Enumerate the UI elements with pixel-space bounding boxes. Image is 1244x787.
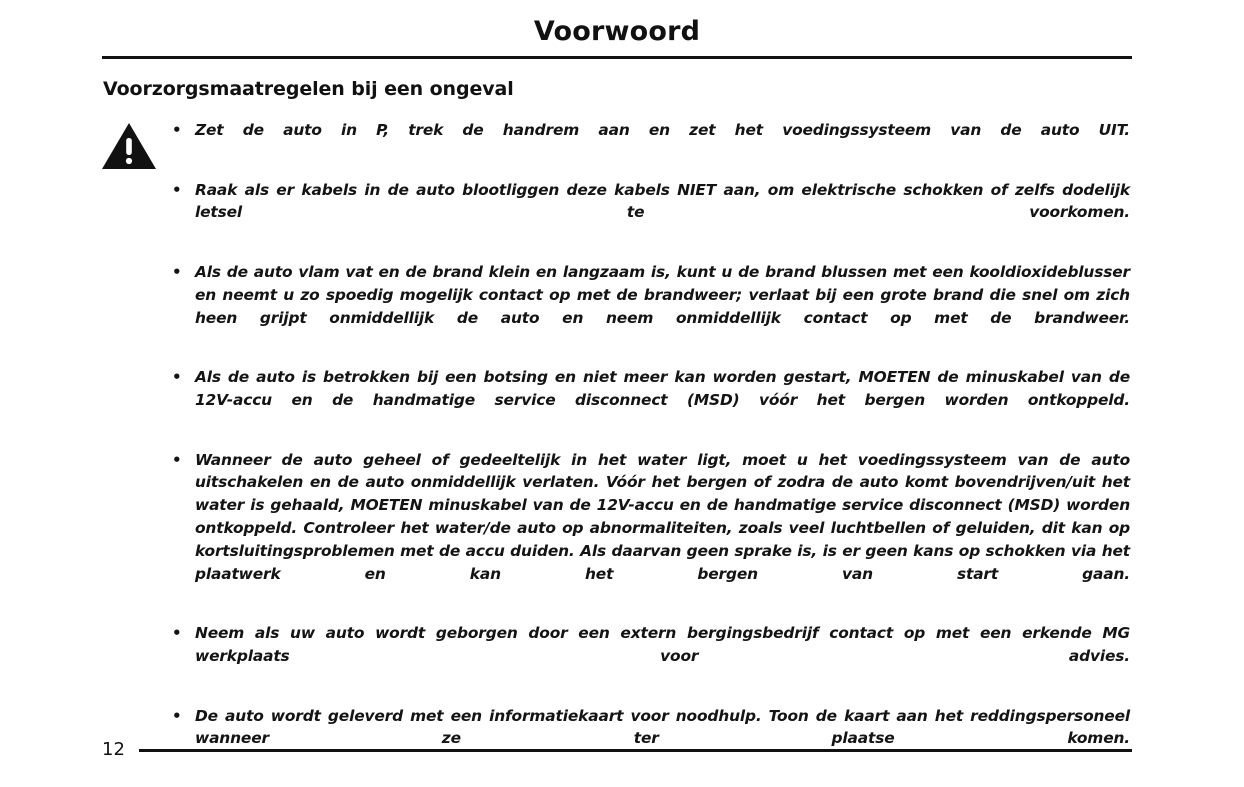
warning-triangle-icon [101, 121, 157, 171]
bullet-marker: • [172, 624, 182, 643]
list-item [172, 366, 1130, 434]
list-item-text: Wanneer de auto geheel of gedeeltelijk in het water ligt, moet u het voedingssysteem van de auto uitschakelen en de auto onmiddellijk verlaten. Vóór het bergen of zodra de auto komt bovendrijven/uit het water is gehaald, MOETEN minuskabel van de 12V-accu en de handmatige service disconnect (MSD) worden ontkoppeld. Controleer het water/de auto op abnormaliteiten, zoals veel luchtbellen of geluiden, dit kan op kortsluitingsproblemen met de accu duiden. Als daarvan geen sprake is, is er geen kans op schokken via het plaatwerk en kan het bergen van start gaan. [195, 450, 1130, 583]
list-item-text: Raak als er kabels in de auto blootliggen deze kabels NIET aan, om elektrische schokken of zelfs dodelijk letsel te voorkomen. [195, 180, 1130, 222]
list-item [172, 261, 1130, 352]
page-number: 12 [102, 739, 125, 760]
precautions-bullet-list [172, 119, 1130, 773]
list-item [172, 449, 1130, 609]
bullet-marker: • [172, 262, 182, 281]
footer-divider [139, 749, 1132, 752]
list-item-text: Zet de auto in P, trek de handrem aan en zet het voedingssysteem van de auto UIT. [195, 121, 1130, 139]
list-item-text: Als de auto is betrokken bij een botsing en niet meer kan worden gestart, MOETEN de minuskabel van de 12V-accu en de handmatige service disconnect (MSD) vóór het bergen worden ontkoppeld. [195, 368, 1130, 409]
list-item [172, 119, 1130, 165]
section-heading: Voorzorgsmaatregelen bij een ongeval [103, 78, 514, 100]
page-footer [102, 741, 1132, 759]
list-item [172, 179, 1130, 247]
list-item [172, 622, 1130, 690]
bullet-marker: • [172, 180, 182, 199]
header-divider [102, 56, 1132, 59]
page-header [102, 18, 1132, 59]
bullet-marker: • [172, 450, 182, 469]
bullet-marker: • [172, 368, 182, 387]
list-item [172, 705, 1130, 773]
bullet-marker: • [172, 706, 182, 725]
list-item-text: De auto wordt geleverd met een informatiekaart voor noodhulp. Toon de kaart aan het reddingspersoneel wanneer ze ter plaatse komen. [195, 706, 1130, 748]
bullet-marker: • [172, 121, 182, 139]
list-item-text: Als de auto vlam vat en de brand klein en langzaam is, kunt u de brand blussen met een kooldioxideblusser en neemt u zo spoedig mogelijk contact op met de brandweer; verlaat bij een grote brand die snel om zich heen grijpt onmiddellijk de auto en neem onmiddellijk contact op met de brandweer. [195, 262, 1130, 327]
list-item-text: Neem als uw auto wordt geborgen door een extern bergingsbedrijf contact op met een erkende MG werkplaats voor advies. [195, 624, 1130, 665]
page-title: Voorwoord [533, 16, 701, 47]
